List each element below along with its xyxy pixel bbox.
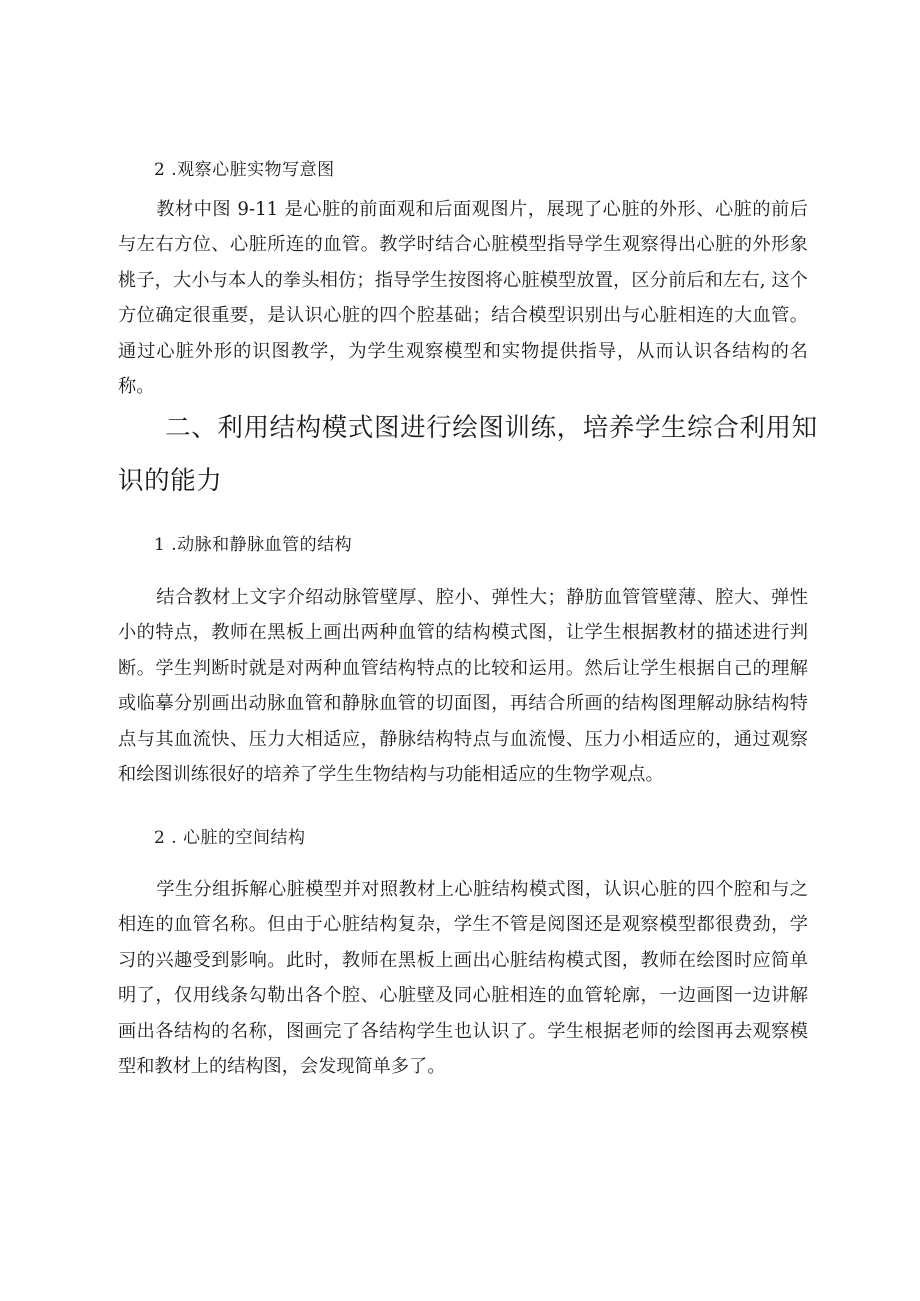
- subsection-title-arteries-veins: 1 .动脉和静脉血管的结构: [154, 535, 353, 555]
- paragraph-arteries-veins: 结合教材上文字介绍动脉管壁厚、腔小、弹性大；静肪血管管壁薄、腔大、弹性小的特点，教师在黑板上画出两种血管的结构模式图，让学生根据教材的描述进行判断。学生判断时就是对两种血管结构特点的比较和运用。然后让学生根据自己的理解或临摹分别画出动脉血管和静脉血管的切面图，再结合所画的结构图理解动脉结构特点与其血流快、压力大相适应，静脉结构特点与血流慢、压力小相适应的，通过观察和绘图训练很好的培养了学生生物结构与功能相适应的生物学观点。: [118, 587, 808, 786]
- paragraph-heart-structure: 学生分组拆解心脏模型并对照教材上心脏结构模式图，认识心脏的四个腔和与之相连的血管名称。但由于心脏结构复杂，学生不管是阅图还是观察模型都很费劲，学习的兴趣受到影响。此时，教师在黑板上画出心脏结构模式图，教师在绘图时应简单明了，仅用线条勾勒出各个腔、心脏壁及同心脏相连的血管轮廓，一边画图一边讲解画出各结构的名称，图画完了各结构学生也认识了。学生根据老师的绘图再去观察模型和教材上的结构图，会发现简单多了。: [118, 879, 808, 1078]
- section-heading-drawing-training: 二、利用结构模式图进行绘图训练，培养学生综合利用知识的能力: [118, 413, 818, 496]
- paragraph-heart-sketch: 教材中图 9-11 是心脏的前面观和后面观图片，展现了心脏的外形、心脏的前后与左右方位、心脏所连的血管。教学时结合心脏模型指导学生观察得出心脏的外形象桃子，大小与本人的拳头相仿；指导学生按图将心脏模型放置，区分前后和左右, 这个方位确定很重要，是认识心脏的四个腔基础；结合模型识别出与心脏相连的大血管。通过心脏外形的识图教学，为学生观察模型和实物提供指导，从而认识各结构的名称。: [118, 199, 808, 398]
- subsection-title-heart-structure: 2 . 心脏的空间结构: [154, 828, 306, 848]
- subsection-title-heart-sketch: 2 .观察心脏实物写意图: [154, 160, 335, 180]
